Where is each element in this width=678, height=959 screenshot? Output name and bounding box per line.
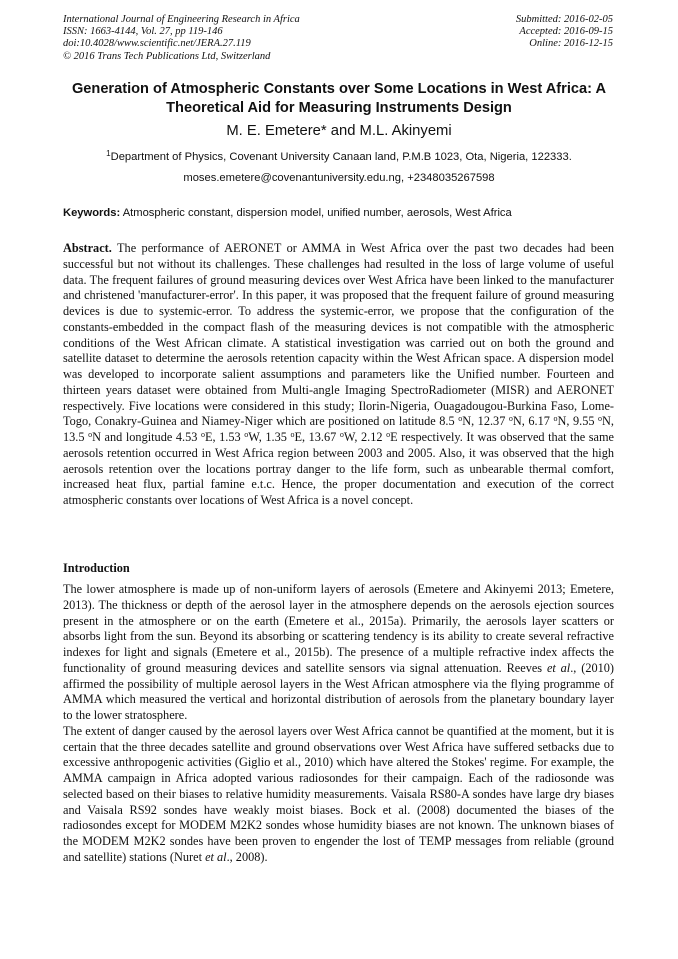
degree-mark: o <box>458 414 463 424</box>
degree-mark: o <box>88 430 93 439</box>
intro-text: ., (2010) affirmed the possibility of multiple aerosol layers in the West African atmosphere via the flying programme of AMMA which measured the vertical and horizontal distribution of aerosols from the planetary boundary layer to the lower stratosphere. <box>63 660 615 722</box>
accepted-date: Accepted: 2016-09-15 <box>519 26 613 38</box>
section-heading-introduction: Introduction <box>63 561 130 575</box>
degree-mark: o <box>508 414 513 424</box>
abstract-seg: N, 6.17 <box>512 414 554 429</box>
abstract-seg: E, 13.67 <box>294 430 340 444</box>
journal-name: International Journal of Engineering Research in Africa <box>63 14 300 25</box>
abstract-seg: E respectively. It was observed that the same aerosols retention occurred in West Africa region between 2003 and 2005. Also, it was observed that the high aerosols retention over the locations portray danger to the life form, such as unbearable thermal comfort, increased heat flux, partial famine e.t.c. Hence, the proper documentation and execution of the correct atmospheric constants over locations of West Africa is a novel concept. <box>63 430 615 507</box>
degree-mark: o <box>290 430 295 439</box>
affiliation <box>63 150 615 164</box>
intro-emphasis: et al <box>205 849 227 864</box>
intro-text: The extent of danger caused by the aerosol layers over West Africa cannot be quantified at the moment, but it is certain that the three decades satellite and ground observations over West Africa have suffered setbacks due to excessive anthropogenic activities (Giglio et al., 2010) which have altered the Stokes' regime. For example, the AMMA campaign in Africa adopted various radiosondes for their campaign. Each of the radiosonde was selected based on their biases to relative humidity measurements. Vaisala RS80-A sondes have large dry biases and Vaisala RS92 sondes have weakly moist biases. Bock et al. (2008) documented the biases of the radiosondes except for MODEM M2K2 sondes whose humidity biases are not known. The unknown biases of the MODEM M2K2 sondes have been proven to engender the lost of TEMP messages from reliable (ground and satellite) stations (Nuret <box>63 723 614 864</box>
intro-text: ., 2008). <box>226 849 268 864</box>
abstract-label: Abstract. <box>63 241 112 255</box>
abstract-seg: N and longitude 4.53 <box>92 430 201 444</box>
abstract-seg: N, 12.37 <box>462 414 509 429</box>
dates-header <box>516 14 613 51</box>
keywords <box>63 206 615 220</box>
affiliation-text: Department of Physics, Covenant University Canaan land, P.M.B 1023, Ota, Nigeria, 122333. <box>110 151 572 163</box>
degree-mark: o <box>339 430 344 439</box>
abstract-text: The performance of AERONET or AMMA in West Africa over the past two decades had been successful but not without its challenges. These challenges had resulted in the loss of large volume of useful data. The frequent failures of ground measuring devices over West Africa have been linked to the manufacturer and christened 'manufacturer-error'. In this paper, it was proposed that the frequent failure of ground measuring devices is due to systemic-error. To address the systemic-error, we propose that the configuration of the constants-embedded in the compact flash of the measuring devices is not compatible with the atmospheric conditions of the West African climate. A statistical investigation was carried out on both the ground and satellite dataset to determine the aerosols retention capacity within the West African space. A dispersion model was developed to incorporate salient assumptions and parameters like the Unified number. Fourteen and thirteen years dataset were obtained from Multi-angle Imaging SpectroRadiometer (MISR) and AERONET respectively. Five locations were considered in this study; Ilorin-Nigeria, Ouagadougou-Burkina Faso, Lome-Togo, Conakry-Guinea and Niamey-Niger which are positioned on latitude 8.5 <box>63 241 614 429</box>
affiliation-marker: 1 <box>106 149 111 158</box>
degree-mark: o <box>386 430 391 439</box>
intro-paragraph <box>63 724 614 866</box>
contact-line: moses.emetere@covenantuniversity.edu.ng, +2348035267598 <box>183 172 495 184</box>
intro-text: The lower atmosphere is made up of non-uniform layers of aerosols (Emetere and Akinyemi 2013; Emetere, 2013). The thickness or depth of the aerosol layer in the atmosphere depends on the aerosols ejection sources present in the atmosphere or on the earth (Emetere et al., 2015a). Primarily, the aerosols layer scatters or absorbs light from the sun. Beyond its absorbing or scattering tendency is its ability to create several refractive indexes for light and signals (Emetere et al., 2015b). The presence of a multiple refractive index affects the functionality of ground measuring devices and satellite sensors via signal attenuation. Reeves <box>63 582 614 675</box>
keywords-text: Atmospheric constant, dispersion model, unified number, aerosols, West Africa <box>120 207 512 219</box>
abstract-seg: W, 2.12 <box>343 430 387 444</box>
degree-mark: o <box>553 414 558 424</box>
abstract-seg: W, 1.35 <box>248 430 291 444</box>
intro-emphasis: et al <box>546 660 571 675</box>
degree-mark: o <box>200 430 205 439</box>
journal-header <box>63 14 300 63</box>
author-list: M. E. Emetere* and M.L. Akinyemi <box>226 123 452 139</box>
abstract-seg: N, 9.55 <box>557 414 599 429</box>
abstract-seg: E, 1.53 <box>204 430 245 444</box>
degree-mark: o <box>244 430 249 439</box>
paper-title: Generation of Atmospheric Constants over Some Locations in West Africa: A Theoretical Aid for Measuring Instruments Design <box>71 81 607 116</box>
issn-line: ISSN: 1663-4144, Vol. 27, pp 119-146 <box>63 26 223 38</box>
degree-mark: o <box>598 414 603 424</box>
abstract <box>63 241 614 509</box>
introduction-body <box>63 582 614 866</box>
online-date: Online: 2016-12-15 <box>529 38 613 50</box>
copyright-line: © 2016 Trans Tech Publications Ltd, Switzerland <box>63 50 271 62</box>
intro-paragraph <box>63 582 614 724</box>
abstract-seg: N, 13.5 <box>63 414 614 444</box>
doi-line: doi:10.4028/www.scientific.net/JERA.27.119 <box>63 38 251 50</box>
submitted-date: Submitted: 2016-02-05 <box>515 14 613 25</box>
keywords-label: Keywords: <box>63 207 121 219</box>
